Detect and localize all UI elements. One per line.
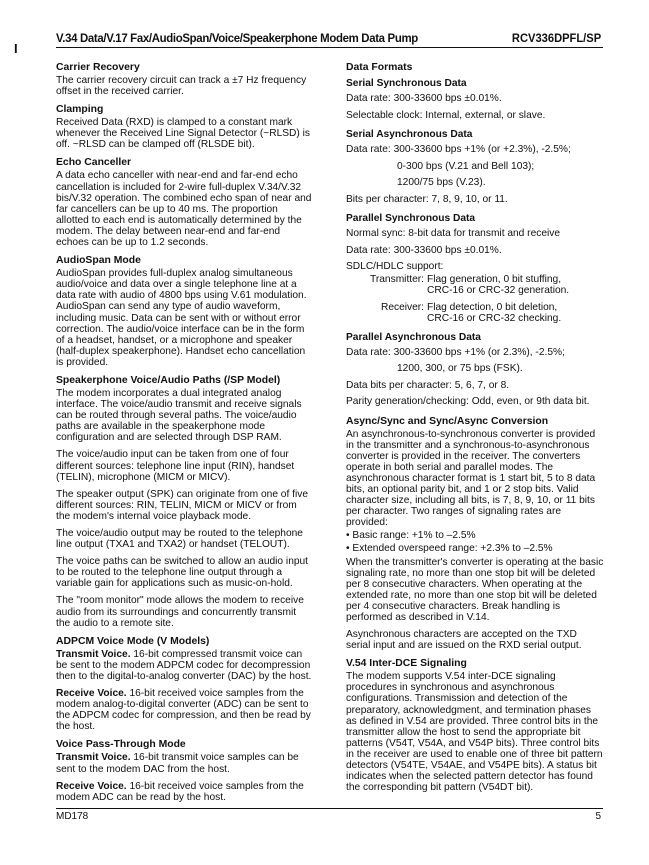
transmitter-label: Transmitter:: [370, 273, 424, 285]
paragraph: [56, 752, 312, 774]
transmitter-value-line: CRC-16 or CRC-32 generation.: [427, 285, 570, 296]
subsection-heading: Serial Synchronous Data: [346, 78, 467, 89]
doc-id: MD178: [56, 811, 89, 822]
section-heading: Speakerphone Voice/Audio Paths (/SP Model): [56, 374, 281, 386]
paragraph: A data echo canceller with near-end and far-end echo cancellation is included for 2-wire full-duplex V.34/V.32 bis/V.32 operation. The combined echo span of near and far cancellers can be up to 40 ms. The proportion allotted to each end is automatically determined by the modem. The delay between near-end and far-end echoes can be up to 1.2 seconds.: [56, 170, 312, 249]
run-in-label: Receive Voice.: [56, 688, 127, 700]
paragraph: [56, 649, 312, 682]
bullet-item: • Extended overspeed range: +2.3% to –2.5%: [346, 543, 553, 555]
paragraph: The modem supports V.54 inter-DCE signaling procedures in synchronous and asynchronous configurations. Transmission and detection of the preparatory, acknowledgment, and termination phases as defined in V.54 are provided. Three control bits in the transmitter allow the host to send the appropriate bit patterns (V54T, V54A, and V54P bits). Three control bits in the receiver are used to enable one of three bit pattern detectors (V54TE, V54AE, and V54PE bits). A status bit indicates when the selected pattern detector has found the corresponding bit pattern (V54DT bit).: [346, 671, 603, 794]
left-column: [56, 62, 312, 810]
margin-mark: I: [14, 41, 18, 56]
run-in-text: 16-bit received voice samples from the modem analog-to-digital converter (ADC) can be sent to the ADPCM codec for compression, and then be read by the host.: [56, 688, 311, 733]
run-in-text: 16-bit compressed transmit voice can be sent to the modem ADPCM codec for decompression then to the digital-to-analog converter (DAC) by the host.: [56, 648, 312, 682]
paragraph: An asynchronous-to-synchronous converter is provided in the transmitter and a synchronous-to-asynchronous converter is provided in the receiver. The converters operate in both serial and parallel modes. The asynchronous character format is 1 start bit, 5 to 8 data bits, an optional parity bit, and 1 or 2 stop bits. Valid character size, including all bits, is 7, 8, 9, 10, or 11 bits per character. Two ranges of signaling rates are provided:: [346, 428, 596, 529]
paragraph: When the transmitter's converter is operating at the basic signaling rate, no more than one stop bit will be deleted per 8 consecutive characters. When operating at the extended rate, no more than one stop bit will be deleted per 4 consecutive characters. Break handling is performed as described in V.14.: [346, 556, 604, 623]
section-clamping: [56, 104, 312, 150]
run-in-text: 16-bit transmit voice samples can be sent to the modem DAC from the host.: [56, 752, 299, 775]
subsection-heading: Parallel Synchronous Data: [346, 213, 476, 224]
normal-sync-line: Normal sync: 8-bit data for transmit and receive: [346, 228, 561, 239]
section-heading: V.54 Inter-DCE Signaling: [346, 658, 467, 670]
section-voice-pass-through: [56, 739, 312, 802]
section-heading: ADPCM Voice Mode (V Models): [56, 635, 210, 647]
part-number: RCV336DPFL/SP: [511, 31, 601, 45]
section-carrier-recovery: [56, 62, 312, 97]
transmitter-value: [427, 274, 569, 297]
paragraph: The speaker output (SPK) can originate from one of five different sources: RIN, TELIN, MICM or MICV or from the modem's internal voice playback mode.: [56, 488, 308, 522]
paragraph: The "room monitor" mode allows the modem to receive audio from its surroundings and concurrently transmit the audio to a remote site.: [56, 595, 304, 629]
section-adpcm: [56, 636, 312, 733]
data-rate-line: 1200/75 bps (V.23).: [397, 177, 486, 188]
section-heading-data-formats: Data Formats: [346, 62, 413, 73]
paragraph: Asynchronous characters are accepted on the TXD serial input and are issued on the RXD serial output.: [346, 629, 582, 652]
paragraph: AudioSpan provides full-duplex analog simultaneous audio/voice and data over a single telephone line at a data rate with audio of 4800 bps using V.61 modulation. AudioSpan can send any type of audio waveform, including music. Data can be sent with or without error correction. The audio/voice interface can be in the form of a headset, handset, or a microphone and speaker (half-duplex speakerphone). Handset echo cancellation is provided.: [56, 268, 307, 368]
data-rate-line: Data rate: 300-33600 bps +1% (or 2.3%), -2.5%;: [346, 346, 565, 358]
document-title: V.34 Data/V.17 Fax/AudioSpan/Voice/Speakerphone Modem Data Pump: [56, 31, 418, 45]
section-heading: AudioSpan Mode: [56, 255, 141, 267]
run-in-label: Transmit Voice.: [56, 648, 131, 660]
bullet-item: • Basic range: +1% to –2.5%: [346, 530, 476, 542]
paragraph: The modem incorporates a dual integrated analog interface. The voice/audio transmit and receive signals can be routed through several paths. The voice/audio paths are available in the speakerphone mode configuration and are selected through DSP RAM.: [56, 387, 302, 444]
bits-line: Bits per character: 7, 8, 9, 10, or 11.: [346, 193, 508, 205]
subsection-heading: Parallel Asynchronous Data: [346, 331, 481, 343]
receiver-label: Receiver:: [380, 301, 424, 313]
section-audiospan: [56, 255, 312, 368]
paragraph: The voice/audio input can be taken from one of four different sources: telephone line input (RIN), handset (TELIN), microphone (MICM or MICV).: [56, 449, 295, 483]
section-async-sync-conversion: [346, 416, 604, 652]
data-rate-line: Data rate: 300-33600 bps ±0.01%.: [346, 93, 502, 104]
paragraph: [56, 781, 312, 803]
data-rate-line: Data rate: 300-33600 bps ±0.01%.: [346, 244, 502, 256]
section-heading: Echo Canceller: [56, 157, 132, 169]
section-serial-async: [346, 129, 604, 206]
footer-rule: [56, 808, 603, 809]
receiver-value-line: Flag detection, 0 bit deletion,: [427, 301, 558, 313]
paragraph: The carrier recovery circuit can track a ±7 Hz frequency offset in the received carrier.: [56, 75, 307, 98]
section-heading: Carrier Recovery: [56, 62, 140, 73]
transmitter-row: [346, 274, 604, 297]
run-in-text: 16-bit received voice samples from the modem ADC can be read by the host.: [56, 780, 304, 803]
right-column: [346, 62, 604, 800]
clock-line: Selectable clock: Internal, external, or slave.: [346, 109, 546, 121]
data-rate-line: Data rate: 300-33600 bps +1% (or +2.3%), -2.5%;: [346, 144, 571, 155]
bits-line: Data bits per character: 5, 6, 7, or 8.: [346, 379, 510, 391]
receiver-row: [346, 302, 604, 325]
page-number: 5: [595, 811, 601, 822]
receiver-value: [427, 302, 561, 325]
parity-line: Parity generation/checking: Odd, even, or 9th data bit.: [346, 396, 590, 407]
run-in-label: Transmit Voice.: [56, 752, 131, 764]
paragraph: The voice/audio output may be routed to the telephone line output (TXA1 and TXA2) or handset (TELOUT).: [56, 528, 303, 551]
receiver-value-line: CRC-16 or CRC-32 checking.: [427, 313, 562, 324]
transmitter-value-line: Flag generation, 0 bit stuffing,: [427, 273, 562, 285]
data-rate-line: 1200, 300, or 75 bps (FSK).: [397, 363, 523, 374]
section-speakerphone: [56, 375, 312, 629]
section-serial-sync: [346, 78, 604, 122]
section-parallel-sync: [346, 213, 604, 325]
data-rate-line: 0-300 bps (V.21 and Bell 103);: [397, 160, 535, 172]
section-parallel-async: [346, 332, 604, 409]
sdlc-line: SDLC/HDLC support:: [346, 261, 444, 272]
section-v54: [346, 658, 604, 793]
paragraph: The voice paths can be switched to allow an audio input to be routed to the telephone line output through a variable gain for applications such as music-on-hold.: [56, 556, 309, 590]
section-heading: Voice Pass-Through Mode: [56, 739, 186, 751]
paragraph: Received Data (RXD) is clamped to a constant mark whenever the Received Line Signal Detector (~RLSD) is off. ~RLSD can be clamped off (RLSDE bit).: [56, 117, 310, 151]
header-rule: [56, 47, 603, 48]
subsection-heading: Serial Asynchronous Data: [346, 129, 473, 140]
paragraph: [56, 688, 312, 732]
run-in-label: Receive Voice.: [56, 780, 127, 792]
section-heading: Clamping: [56, 104, 104, 116]
section-echo-canceller: [56, 157, 312, 248]
section-heading: Async/Sync and Sync/Async Conversion: [346, 415, 549, 427]
